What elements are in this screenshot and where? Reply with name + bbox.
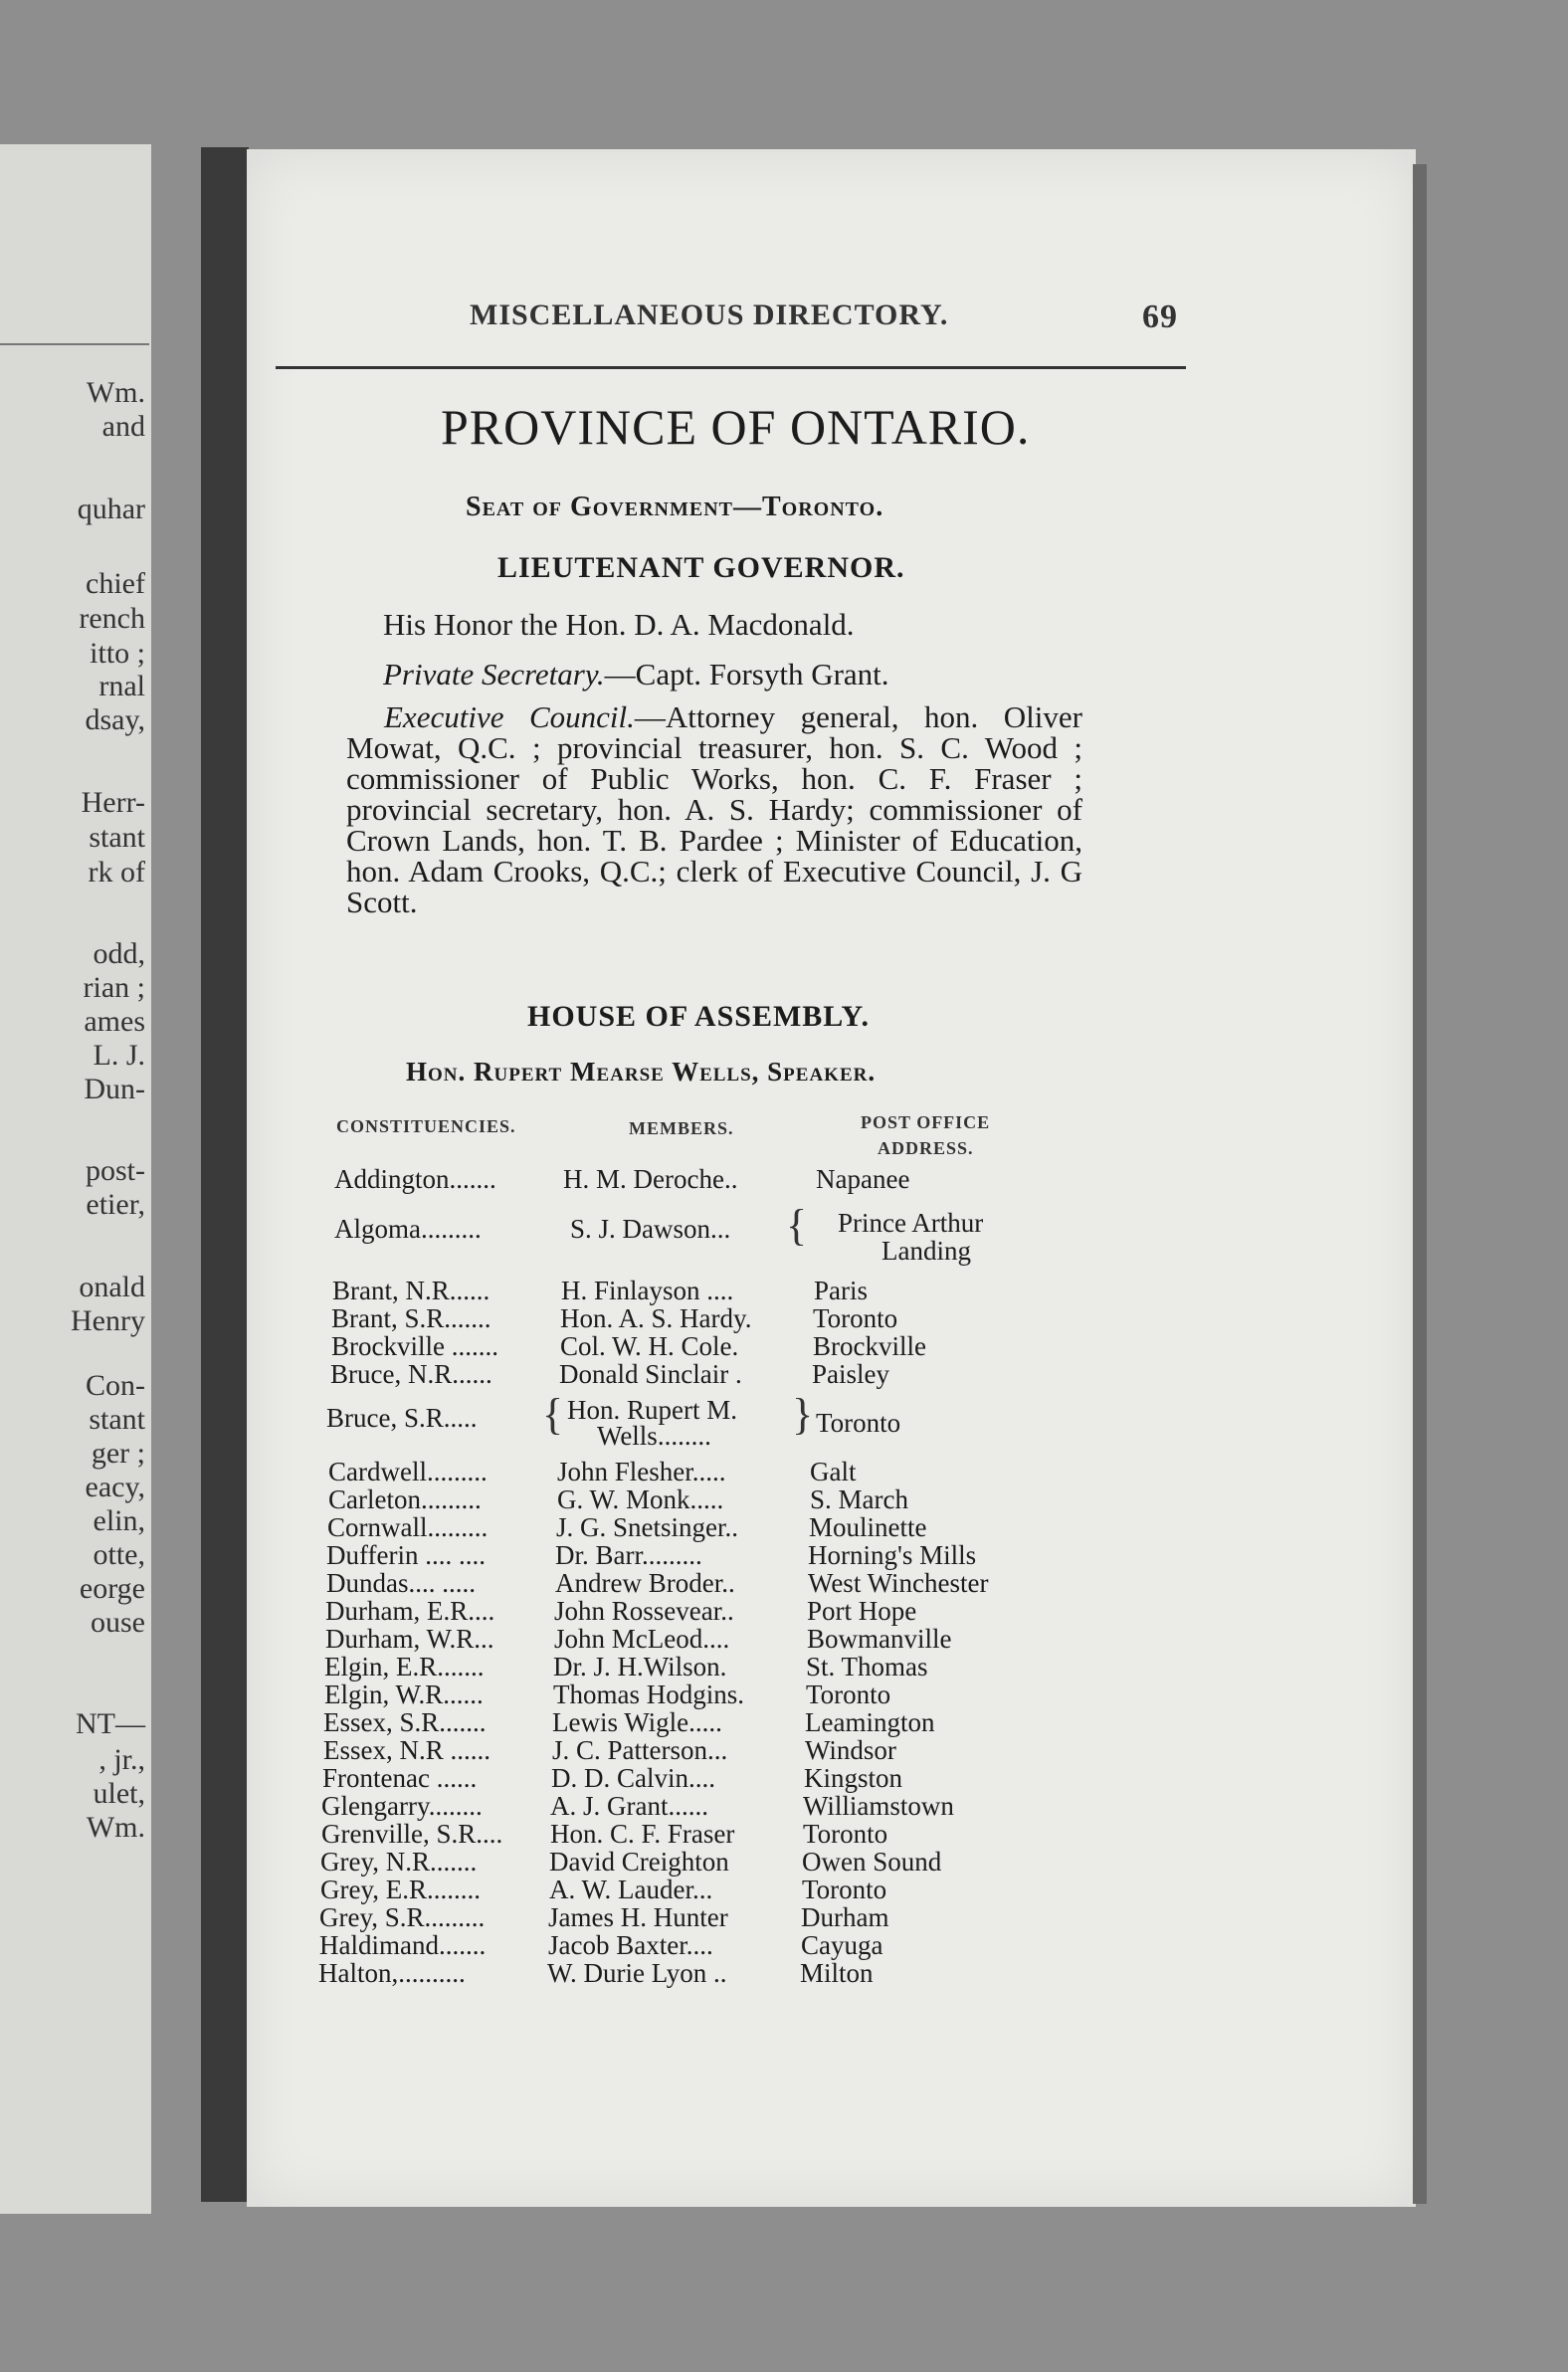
constituency: Halton,.......... xyxy=(318,1958,466,1988)
left-page-line: stant xyxy=(89,821,145,854)
constituency: Grenville, S.R.... xyxy=(321,1819,503,1849)
left-page-line: ouse xyxy=(91,1606,145,1639)
constituency: Dufferin .... .... xyxy=(326,1540,486,1570)
address: Toronto xyxy=(813,1303,898,1333)
lieutenant-governor-heading: LIEUTENANT GOVERNOR. xyxy=(497,551,905,584)
left-page-line: Con- xyxy=(86,1369,145,1402)
address: Galt xyxy=(810,1457,857,1486)
constituency: Brockville ....... xyxy=(331,1331,498,1361)
left-page-line: chief xyxy=(86,567,145,600)
constituency: Elgin, W.R...... xyxy=(324,1680,484,1709)
private-secretary-label: Private Secretary. xyxy=(383,657,605,692)
left-page-line: Henry xyxy=(71,1304,145,1337)
constituency: Carleton......... xyxy=(328,1484,482,1514)
constituency: Grey, E.R........ xyxy=(320,1875,481,1904)
brace: { xyxy=(786,1201,808,1250)
address: Paris xyxy=(814,1276,868,1305)
left-page-line: rnal xyxy=(98,670,145,702)
address: Moulinette xyxy=(809,1512,927,1542)
member: A. J. Grant...... xyxy=(550,1791,708,1821)
left-page-line: , jr., xyxy=(98,1743,145,1776)
left-page-line: odd, xyxy=(93,937,145,970)
left-page-line: dsay, xyxy=(85,703,145,736)
address: Port Hope xyxy=(807,1596,917,1626)
address-line-2: Landing xyxy=(882,1236,971,1266)
member: Donald Sinclair . xyxy=(559,1359,742,1389)
member: David Creighton xyxy=(549,1847,729,1877)
left-page-line: and xyxy=(101,410,145,443)
address: Owen Sound xyxy=(802,1847,942,1877)
member: Col. W. H. Cole. xyxy=(560,1331,739,1361)
constituency: Dundas.... ..... xyxy=(326,1568,476,1598)
left-page-line: eorge xyxy=(79,1572,145,1605)
address: Williamstown xyxy=(803,1791,954,1821)
member-line-2: Wells........ xyxy=(597,1421,711,1451)
address: Brockville xyxy=(813,1331,926,1361)
member: W. Durie Lyon .. xyxy=(547,1958,727,1988)
column-head-post-office: POST OFFICE xyxy=(861,1112,991,1132)
constituency: Durham, W.R... xyxy=(325,1624,494,1654)
address: Toronto xyxy=(806,1680,891,1709)
address: Napanee xyxy=(816,1164,910,1194)
address: St. Thomas xyxy=(806,1652,928,1681)
left-page-line: L. J. xyxy=(93,1039,145,1072)
constituency: Durham, E.R.... xyxy=(325,1596,495,1626)
constituency: Bruce, S.R..... xyxy=(326,1403,478,1433)
left-page-line: rk of xyxy=(88,856,145,889)
page-edge xyxy=(1413,164,1427,2204)
left-page-line: Dun- xyxy=(84,1073,145,1105)
constituency: Grey, N.R....... xyxy=(320,1847,478,1877)
member: John McLeod.... xyxy=(554,1624,730,1654)
left-page-rule xyxy=(0,343,149,345)
private-secretary-text: —Capt. Forsyth Grant. xyxy=(604,657,889,692)
member: S. J. Dawson... xyxy=(570,1214,731,1244)
member: Thomas Hodgins. xyxy=(553,1680,744,1709)
address: Durham xyxy=(801,1902,889,1932)
address: Cayuga xyxy=(801,1930,883,1960)
constituency: Brant, N.R...... xyxy=(332,1276,490,1305)
address: Milton xyxy=(800,1958,874,1988)
left-page-line: otte, xyxy=(93,1538,145,1571)
address: Paisley xyxy=(812,1359,889,1389)
lieutenant-governor-name: His Honor the Hon. D. A. Macdonald. xyxy=(383,607,855,642)
address-line-1: Prince Arthur xyxy=(838,1208,984,1238)
address: Bowmanville xyxy=(807,1624,952,1654)
member: Jacob Baxter.... xyxy=(548,1930,713,1960)
address: West Winchester xyxy=(808,1568,989,1598)
column-head-constituencies: CONSTITUENCIES. xyxy=(336,1116,516,1136)
address: Kingston xyxy=(804,1763,903,1793)
member: John Flesher..... xyxy=(557,1457,726,1486)
left-page-fragment xyxy=(0,144,151,2214)
constituency: Essex, S.R....... xyxy=(323,1707,487,1737)
left-page-line: post- xyxy=(86,1154,145,1187)
seat-of-government: Seat of Government—Toronto. xyxy=(466,492,884,522)
left-page-line: onald xyxy=(79,1271,145,1303)
house-of-assembly-heading: HOUSE OF ASSEMBLY. xyxy=(527,1000,870,1033)
constituency: Brant, S.R....... xyxy=(331,1303,491,1333)
member: J. C. Patterson... xyxy=(552,1735,728,1765)
constituency: Cardwell......... xyxy=(328,1457,488,1486)
member: Hon. C. F. Fraser xyxy=(550,1819,735,1849)
left-page-line: ulet, xyxy=(93,1777,145,1810)
executive-council-text: —Attorney general, hon. Oliver Mowat, Q.C. ; provincial treasurer, hon. S. C. Wood ; commissioner of Public Works, hon. C. F. Fraser ; provincial secretary, hon. A. S. Hardy; commissioner of Crown Lands, hon. T. B. Pardee ; Minister of Education, hon. Adam Crooks, Q.C.; clerk of Executive Council, J. G Scott. xyxy=(346,699,1082,919)
address: Windsor xyxy=(805,1735,896,1765)
left-page-line: Wm. xyxy=(86,376,145,409)
private-secretary xyxy=(383,657,889,692)
left-page-line: elin, xyxy=(93,1504,145,1537)
executive-council-label: Executive Council. xyxy=(384,699,635,734)
member-line-1: Hon. Rupert M. xyxy=(567,1395,737,1425)
member: Andrew Broder.. xyxy=(555,1568,735,1598)
left-page-line: Herr- xyxy=(81,786,145,819)
column-head-members: MEMBERS. xyxy=(629,1118,734,1138)
left-page-line: quhar xyxy=(77,493,145,525)
left-page-line: etier, xyxy=(86,1188,145,1221)
address: Toronto xyxy=(816,1408,901,1438)
left-page-line: Wm. xyxy=(86,1811,145,1844)
member: Lewis Wigle..... xyxy=(552,1707,722,1737)
member: John Rossevear.. xyxy=(554,1596,734,1626)
left-page-line: eacy, xyxy=(85,1471,145,1503)
constituency: Haldimand....... xyxy=(319,1930,487,1960)
constituency: Addington....... xyxy=(334,1164,496,1194)
member: Dr. Barr......... xyxy=(555,1540,702,1570)
left-page-line: rench xyxy=(79,602,145,635)
left-page-line: stant xyxy=(89,1403,145,1436)
running-title: MISCELLANEOUS DIRECTORY. xyxy=(470,298,949,331)
constituency: Glengarry........ xyxy=(321,1791,483,1821)
brace-left: { xyxy=(542,1390,564,1439)
speaker-line: Hon. Rupert Mearse Wells, Speaker. xyxy=(406,1057,877,1087)
executive-council xyxy=(346,701,1082,917)
member: James H. Hunter xyxy=(548,1902,728,1932)
left-page-line: ger ; xyxy=(91,1437,145,1470)
left-page-line: rian ; xyxy=(83,971,145,1004)
member: Dr. J. H.Wilson. xyxy=(553,1652,727,1681)
member: Hon. A. S. Hardy. xyxy=(560,1303,752,1333)
constituency: Essex, N.R ...... xyxy=(323,1735,490,1765)
constituency: Frontenac ...... xyxy=(322,1763,478,1793)
address: Toronto xyxy=(803,1819,888,1849)
member: A. W. Lauder... xyxy=(549,1875,713,1904)
member: G. W. Monk..... xyxy=(557,1484,724,1514)
member: D. D. Calvin.... xyxy=(551,1763,715,1793)
left-page-line: NT— xyxy=(76,1707,145,1740)
constituency: Bruce, N.R...... xyxy=(330,1359,492,1389)
header-rule xyxy=(276,366,1186,369)
constituency: Grey, S.R......... xyxy=(319,1902,486,1932)
constituency: Algoma......... xyxy=(334,1214,482,1244)
address: S. March xyxy=(810,1484,908,1514)
left-page-line: itto ; xyxy=(90,637,145,670)
constituency: Elgin, E.R....... xyxy=(324,1652,485,1681)
address: Toronto xyxy=(802,1875,887,1904)
column-head-address-text: ADDRESS. xyxy=(878,1138,974,1158)
member: H. Finlayson .... xyxy=(561,1276,734,1305)
address: Leamington xyxy=(805,1707,935,1737)
page-number: 69 xyxy=(1142,298,1178,335)
address: Horning's Mills xyxy=(808,1540,977,1570)
brace-right: } xyxy=(792,1390,814,1439)
left-page-line: ames xyxy=(84,1005,145,1038)
member: H. M. Deroche.. xyxy=(563,1164,738,1194)
member: J. G. Snetsinger.. xyxy=(556,1512,739,1542)
constituency: Cornwall......... xyxy=(327,1512,489,1542)
book-gutter xyxy=(201,147,249,2202)
page-title: PROVINCE OF ONTARIO. xyxy=(441,399,1031,455)
